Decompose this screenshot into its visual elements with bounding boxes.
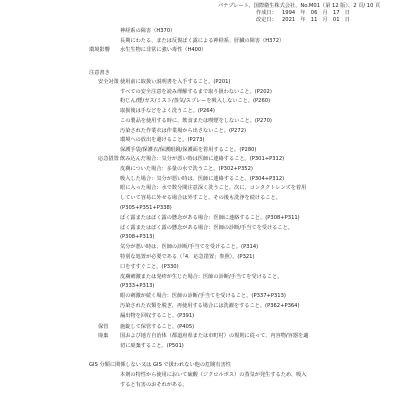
first-aid-label: 応急措置: [98, 156, 119, 162]
first-aid-statement: 眼の刺激が続く場合：医師の診断/手当てを受けること。(P337+P313): [120, 293, 286, 300]
first-aid-statement: (P305+P351+P338): [120, 205, 172, 211]
first-aid-statement: 特別な処置が必要である（「4．応急措置」参照）。(P321): [120, 254, 255, 260]
safety-statement: 使用前に取扱い説明書を入手すること。(P201): [120, 79, 231, 85]
first-aid-statement: 口をすすぐこと。(P330): [120, 263, 179, 270]
first-aid-statement: していて容易に外せる場合は外すこと。その後も洗浄を続けること。: [120, 195, 281, 202]
other-hazards-title: GIS 分類に関係しない又は GIS で扱われない他の危険有害性: [89, 362, 231, 368]
safety-statement: 粉じん/煙/ガス/ミスト/蒸気/スプレーを吸入しないこと。(P260): [120, 98, 271, 105]
first-aid-statement: (P308+P313): [120, 234, 155, 241]
disposal-statement: 切に廃棄すること。(P501): [120, 342, 184, 349]
revised-date: 2021 年 11 月 01 日: [282, 17, 350, 23]
disposal-label: 廃棄: [98, 333, 109, 339]
header-product-info: パナプレート、国際衛生株式会社、No.M01（第 12 版）、2 頁/ 10 頁: [218, 3, 381, 9]
safety-statement: 環境への放出を避けること。(P273): [120, 137, 205, 144]
first-aid-statement: 気分が悪い時は、医師の診断/手当てを受けること。(P314): [120, 244, 259, 251]
safety-statement: 取扱後は手などをよく洗うこと。(P264): [120, 108, 215, 115]
first-aid-statement: ばく露またはばく露の懸念がある場合：医師の診断/手当てを受けること。: [120, 224, 293, 231]
other-hazard-line: すると有害のおそれがある。: [120, 382, 188, 388]
storage-statement: 施錠して保管すること。(P405): [120, 324, 195, 330]
safety-label: 安全対策: [98, 79, 119, 85]
safety-statement: すべての安全注意を読み理解するまで取り扱わないこと。(P202): [120, 88, 272, 95]
first-aid-statement: 吸入した場合：気分が悪い時は、医師に連絡すること。(P304+P312): [120, 175, 285, 182]
environment-label: 環境影響: [89, 47, 110, 53]
hazard-line: 長期にわたる、または反復ばく露による神経系、肝臓の障害（H372）: [120, 38, 285, 44]
first-aid-statement: 漏出物を回収すること。(P391): [120, 312, 195, 319]
safety-statement: 保護手袋/保護衣/保護眼鏡/保護面を着用すること。(P280): [120, 146, 257, 153]
created-date: 1994 年 06 月 17 日: [282, 10, 350, 16]
first-aid-statement: 眼に入った場合：水で数分間注意深く洗うこと。次に、コンタクトレンズを着用: [120, 185, 307, 192]
caution-title: 注意書き: [89, 70, 110, 76]
environment-value: 水生生物に非常に強い毒性（H400）: [120, 47, 207, 53]
first-aid-statement: (P333+P313): [120, 283, 155, 290]
first-aid-statement: ばく露またはばく露の懸念がある場合：医師に連絡すること。(P308+P311): [120, 214, 300, 221]
disposal-statement: 国および地方自治体（都道府県または市町村）の規則に従って、内容物/容器を適: [120, 333, 309, 339]
storage-label: 保管: [98, 324, 109, 330]
revised-label: 改定日：: [256, 17, 277, 23]
first-aid-statement: 皮膚についた場合：多量の水で洗うこと。(P302+P352): [120, 165, 253, 172]
safety-statement: 汚染された作業衣は作業場から出さないこと。(P272): [120, 127, 247, 134]
first-aid-statement: 皮膚刺激または発疹が生じた場合：医師の診断/手当てを受けること。: [120, 273, 283, 280]
first-aid-statement: 汚染された衣類を脱ぎ、再使用する場合には洗濯をすること。(P362+P364): [120, 303, 300, 309]
safety-statement: この製品を使用する時に、飲食または喫煙をしないこと。(P270): [120, 117, 272, 124]
other-hazard-line: 本剤の特性から使用において硫酸（ジクロルボス）の蒸気が発生するため、吸入: [120, 372, 307, 378]
created-label: 作成日：: [256, 10, 277, 16]
first-aid-statement: 飲み込んだ場合：気分が悪い時は医師に連絡すること。(P301+P312): [120, 156, 285, 162]
hazard-line: 神経系の障害（H370）: [120, 28, 176, 34]
